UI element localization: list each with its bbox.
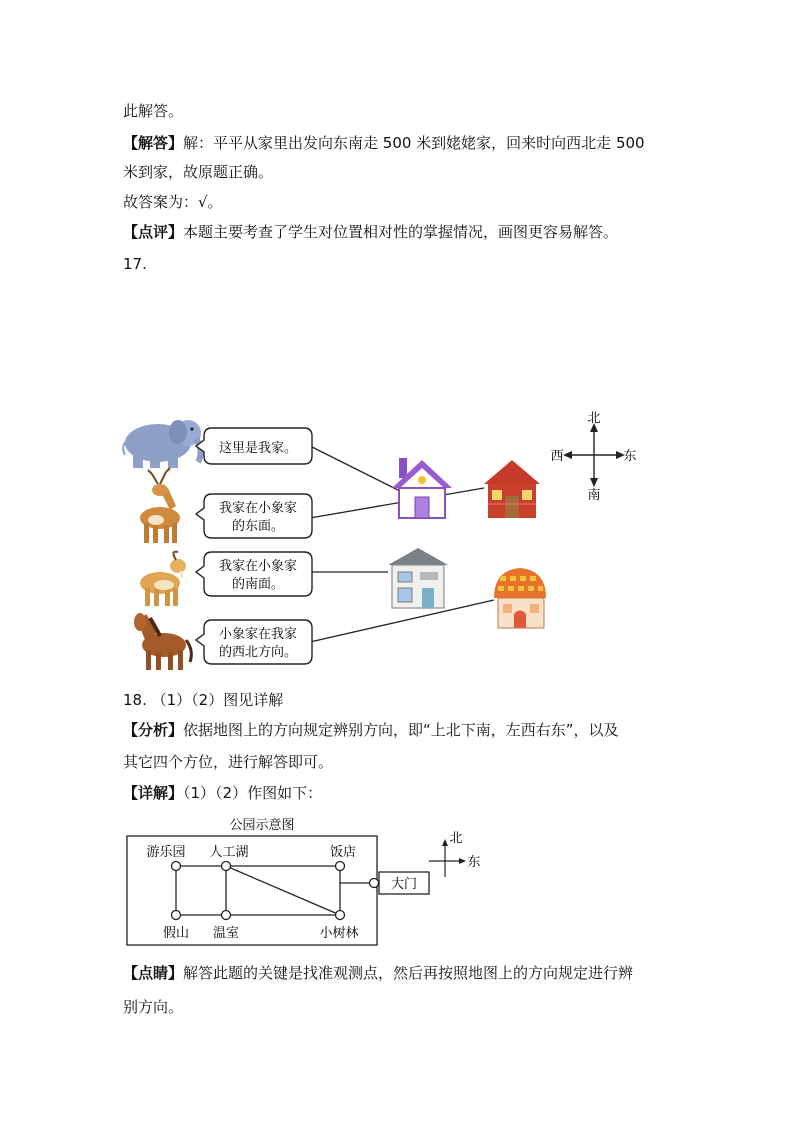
bubble-4-line-2: 的西北方向。 xyxy=(218,645,298,660)
comment-tag: 【点睛】 xyxy=(123,964,184,982)
label-amusement: 游乐园 xyxy=(146,845,186,860)
detail-text: （1）（2）作图如下： xyxy=(183,784,323,802)
q18-comment-cont: 别方向。 xyxy=(123,998,184,1016)
compass-north: 北 xyxy=(587,411,601,426)
node-restaurant xyxy=(336,862,345,871)
label-lake: 人工湖 xyxy=(209,845,249,860)
q17-number: 17. xyxy=(123,255,147,273)
review-tag: 【点评】 xyxy=(123,223,184,241)
bubble-2-line-1: 我家在小象家 xyxy=(218,501,298,516)
node-grove xyxy=(336,911,345,920)
node-hill xyxy=(172,911,181,920)
answer-tag: 【解答】 xyxy=(123,134,184,152)
bubble-3-line-2: 的南面。 xyxy=(231,577,285,592)
detail-tag: 【详解】 xyxy=(123,784,184,802)
bubble-2-line-2: 的东面。 xyxy=(231,519,285,534)
node-greenhouse xyxy=(222,911,231,920)
review-text: 本题主要考查了学生对位置相对性的掌握情况，画图更容易解答。 xyxy=(183,223,619,241)
label-greenhouse: 温室 xyxy=(212,926,240,941)
map-title: 公园示意图 xyxy=(229,818,295,833)
answer-text: 解：平平从家里出发向东南走 500 米到姥姥家，回来时向西北走 500 xyxy=(183,134,645,152)
q18-comment xyxy=(123,963,633,983)
compass-south: 南 xyxy=(587,488,601,503)
bubble-4-line-1: 小象家在我家 xyxy=(218,627,298,642)
q16-answer-cont: 米到家，故原题正确。 xyxy=(123,163,274,181)
bubble-1-line-1: 这里是我家。 xyxy=(218,441,298,456)
label-gate: 大门 xyxy=(390,877,418,892)
analysis-tag: 【分析】 xyxy=(123,721,184,739)
label-restaurant: 饭店 xyxy=(329,845,357,860)
q18-analysis-cont: 其它四个方位，进行解答即可。 xyxy=(123,753,334,771)
node-gate xyxy=(370,879,379,888)
map-compass-east: 东 xyxy=(467,855,481,870)
q16-result: 故答案为：√。 xyxy=(123,193,223,211)
compass-east: 东 xyxy=(623,449,637,464)
map-compass-icon xyxy=(429,831,481,877)
label-hill: 假山 xyxy=(162,926,190,941)
comment-text: 解答此题的关键是找准观测点，然后再按照地图上的方向规定进行辨 xyxy=(183,964,634,982)
node-lake xyxy=(222,862,231,871)
node-amusement xyxy=(172,862,181,871)
map-compass-north: 北 xyxy=(449,831,463,846)
compass-west: 西 xyxy=(550,449,564,464)
analysis-text: 依据地图上的方向规定辨别方向，即“上北下南，左西右东”，以及 xyxy=(183,721,619,739)
bubble-3-line-1: 我家在小象家 xyxy=(218,559,298,574)
q18-header: 18. （1）（2）图见详解 xyxy=(123,691,284,709)
q16-continuation: 此解答。 xyxy=(123,102,184,120)
label-grove: 小树林 xyxy=(319,926,359,941)
